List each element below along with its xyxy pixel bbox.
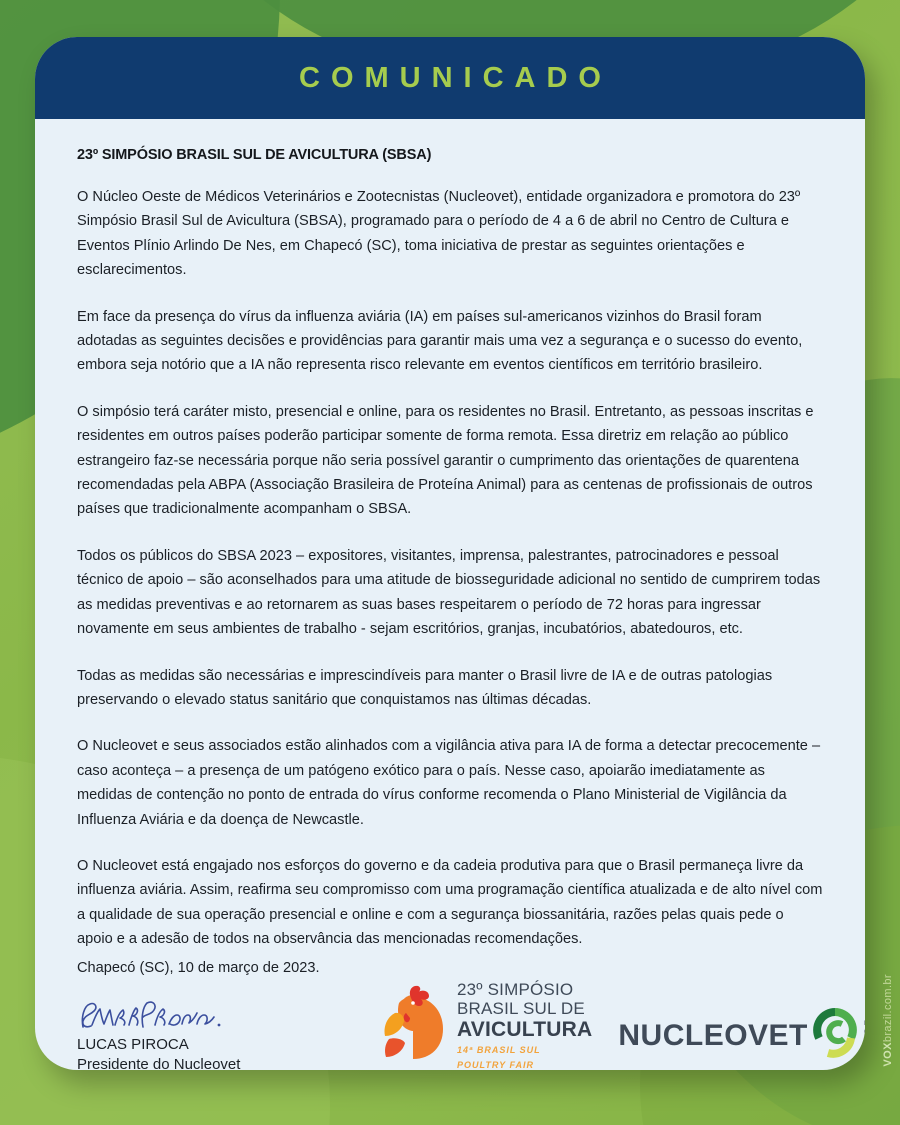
sbsa-line-1: 23º SIMPÓSIO <box>457 979 574 999</box>
sbsa-subtitle-line-2: POULTRY FAIR <box>457 1059 535 1070</box>
green-swirl-icon <box>812 1008 858 1065</box>
body-paragraph-7: O Nucleovet está engajado nos esforços do governo e da cadeia produtiva para que o Brasil permaneça livre da influenza aviária. Assim, reafirma seu compromisso com uma programação científica atualizada e de alto nível com a qualidade de sua operação presencial e online e com a segurança biossanitária, razões pelas quais pede o apoio e a adesão de todos na observância das mencionadas recomendações. <box>77 857 823 948</box>
document-title: 23º SIMPÓSIO BRASIL SUL DE AVICULTURA (SBSA) <box>77 147 432 163</box>
body-paragraph-4: Todos os públicos do SBSA 2023 – expositores, visitantes, imprensa, palestrantes, patrocinadores e pessoal técnico de apoio – são aconselhados para uma atitude de biosseguridade adicional no sentido de cumprirem todas as medidas preventivas e ao retornarem as suas bases respeitarem o período de 72 horas para ingressar novamente em seus ambientes de trabalho - sejam escritórios, granjas, incubatórios, abatedouros, etc. <box>77 547 821 638</box>
rooster-icon <box>377 983 449 1068</box>
sbsa-line-3: AVICULTURA <box>457 1017 593 1041</box>
body-paragraph-3: O simpósio terá caráter misto, presencial e online, para os residentes no Brasil. Entretanto, as pessoas inscritas e residentes em outros países poderão participar somente de forma remota. Essa diretriz em relação ao público estrangeiro faz-se necessária porque não seria possível garantir o cumprimento das orientações de quarentena recomendadas pela ABPA (Associação Brasileira de Proteína Animal) para as centenas de profissionais de outros países que tradicionalmente acompanham o SBSA. <box>77 403 814 518</box>
sbsa-subtitle-line-1: 14ª BRASIL SUL <box>457 1044 541 1055</box>
card-footer <box>77 980 823 1070</box>
body-paragraph-6: O Nucleovet e seus associados estão alinhados com a vigilância ativa para IA de forma a detectar precocemente – caso aconteça – a presença de um patógeno exótico para o país. Nesse caso, apoiarão imediatamente as medidas de contenção no ponto de entrada do vírus conforme recomenda o Plano Ministerial de Vigilância da Influenza Aviária e da doença de Newcastle. <box>77 738 821 828</box>
signer-role: Presidente do Nucleovet <box>77 1055 241 1070</box>
signer-name: LUCAS PIROCA <box>77 1035 189 1053</box>
sbsa-logo <box>377 980 592 1070</box>
card-header-bar <box>35 37 865 119</box>
nucleovet-logo <box>618 1008 865 1065</box>
body-paragraph-1: O Núcleo Oeste de Médicos Veterinários e Zootecnistas (Nucleovet), entidade organizadora e promotora do 23º Simpósio Brasil Sul de Avicultura (SBSA), programado para o período de 4 a 6 de abril no Centro de Cultura e Eventos Plínio Arlindo De Nes, em Chapecó (SC), toma iniciativa de prestar as seguintes orientações e esclarecimentos. <box>77 189 801 279</box>
body-paragraph-5: Todas as medidas são necessárias e imprescindíveis para manter o Brasil livre de IA e de outras patologias preservando o elevado status sanitário que conquistamos nas últimas décadas. <box>77 667 773 708</box>
announcement-card <box>35 37 865 1070</box>
page-title: COMUNICADO <box>299 61 612 94</box>
date-location-line: Chapecó (SC), 10 de março de 2023. <box>77 959 320 976</box>
body-paragraph-2: Em face da presença do vírus da influenza aviária (IA) em países sul-americanos vizinhos do Brasil foram adotadas as seguintes decisões e providências para garantir mais uma vez a segurança e o sucesso do evento, embora seja notório que a IA não representa risco relevante em eventos científicos em território brasileiro. <box>77 308 803 374</box>
nucleovet-wordmark: NUCLEOVET <box>618 1019 808 1053</box>
card-body <box>35 119 865 1070</box>
handwritten-signature-icon <box>77 997 377 1033</box>
vox-credit-rest: brazil.com.br <box>882 974 894 1043</box>
vox-credit-brand: VOX <box>882 1042 894 1067</box>
sbsa-wordmark <box>457 980 592 1070</box>
signature-block <box>77 997 377 1070</box>
vox-credit <box>882 974 894 1067</box>
sbsa-line-2: BRASIL SUL DE <box>457 998 585 1018</box>
